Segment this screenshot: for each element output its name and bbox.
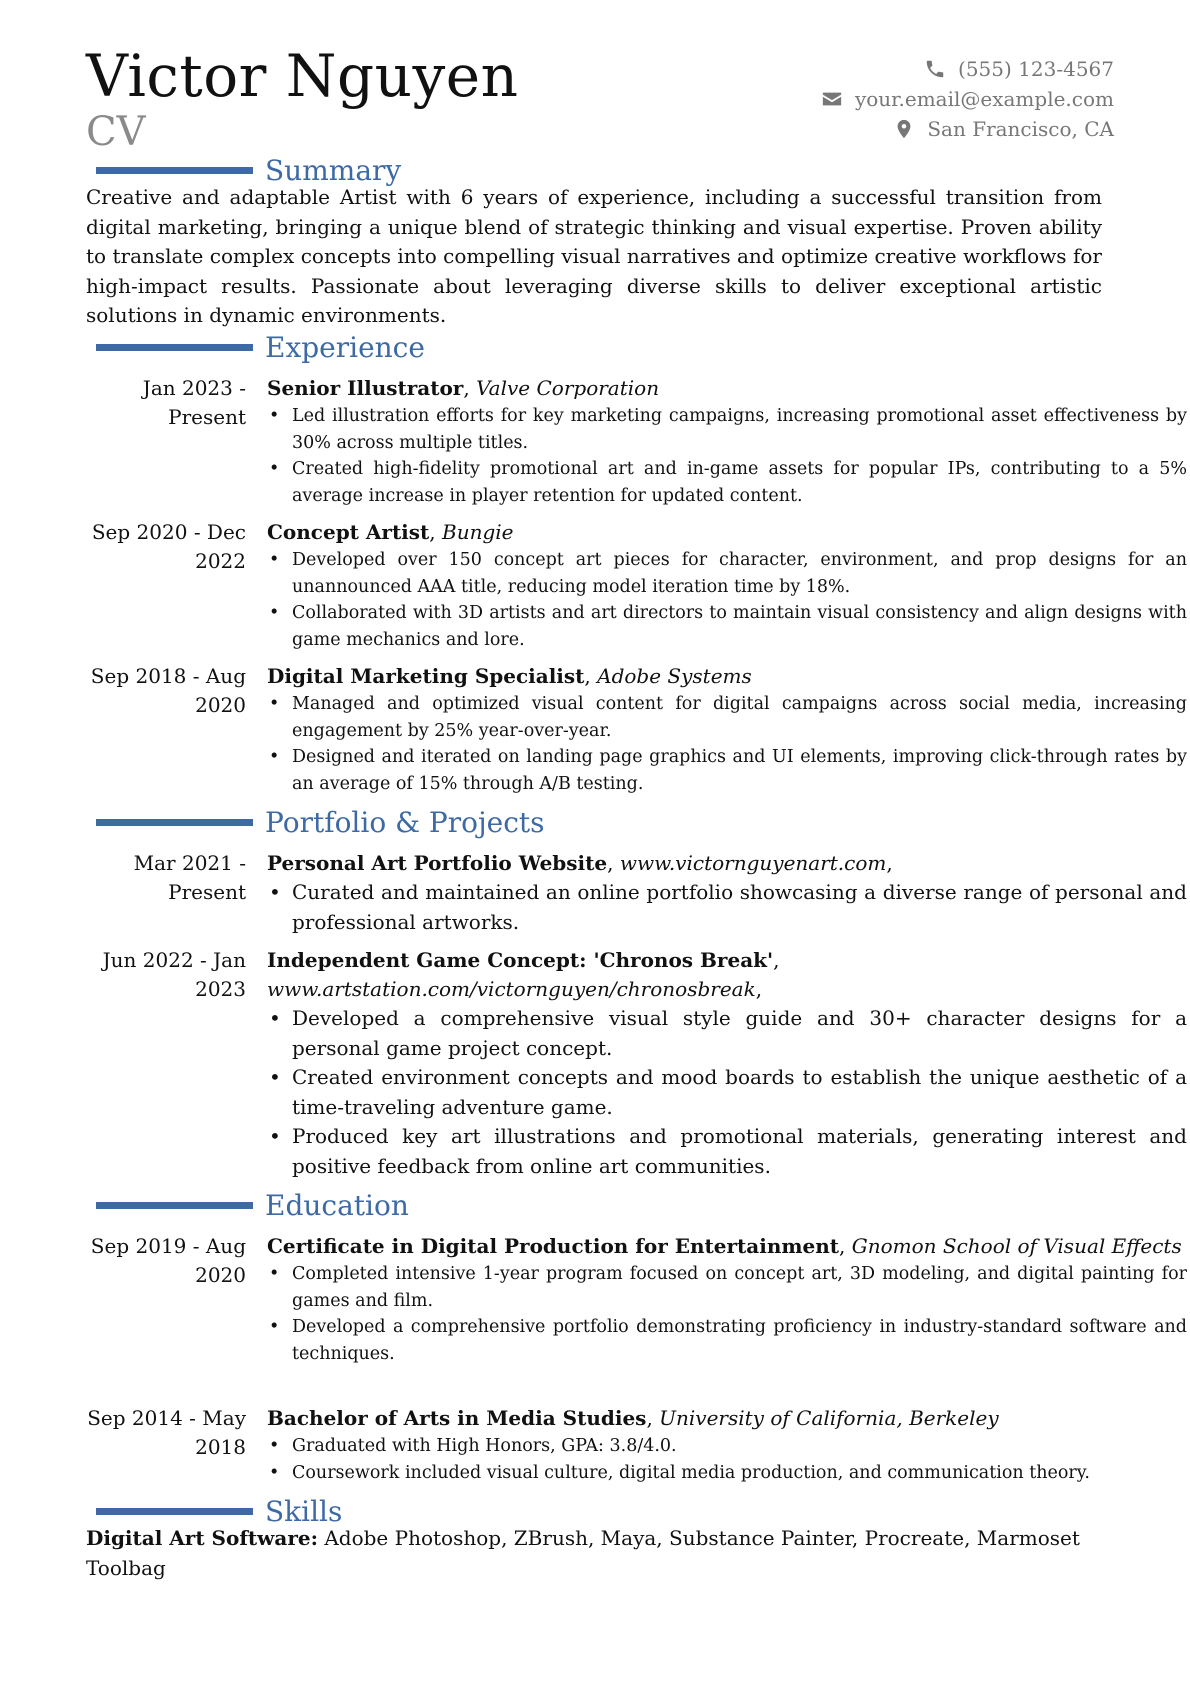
envelope-icon <box>821 88 843 110</box>
entry-date: Sep 2014 - May 2018 <box>87 1406 246 1459</box>
entry-heading: Bachelor of Arts in Media Studies, University of California, Berkeley <box>267 1406 999 1430</box>
entry-bullets <box>267 1261 1187 1367</box>
entry-date: Sep 2020 - Dec 2022 <box>91 520 246 573</box>
section-title: Summary <box>265 153 402 187</box>
section-header-experience <box>96 327 425 367</box>
bullet-item: • Created high-fidelity promotional art and in-game assets for popular IPs, contributing to a 5% average increase in player retention for updated content. <box>267 456 1187 509</box>
entry-bullets <box>267 1433 1187 1486</box>
section-title: Experience <box>265 330 425 364</box>
entry-date: Sep 2019 - Aug 2020 <box>90 1234 246 1287</box>
entry-bullets <box>267 403 1187 509</box>
bullet-item: • Developed a comprehensive visual style guide and 30+ character designs for a personal game project concept. <box>267 1004 1187 1063</box>
section-header-projects <box>96 802 545 842</box>
section-title: Skills <box>265 1494 343 1528</box>
contact-phone[interactable] <box>821 54 1114 84</box>
map-pin-icon <box>893 118 915 140</box>
location-text: San Francisco, CA <box>927 117 1114 141</box>
project-name: Independent Game Concept: 'Chronos Break' <box>267 948 774 972</box>
entry-heading: Digital Marketing Specialist, Adobe Systems <box>267 664 752 688</box>
bullet-item: • Coursework included visual culture, digital media production, and communication theory. <box>267 1460 1187 1487</box>
section-accent-bar <box>96 1508 253 1515</box>
entry-role: Digital Marketing Specialist <box>267 664 585 688</box>
bullet-item: • Designed and iterated on landing page graphics and UI elements, improving click-through rates by an average of 15% through A/B testing. <box>267 744 1187 797</box>
entry-school: University of California, Berkeley <box>659 1406 999 1430</box>
bullet-item: • Developed a comprehensive portfolio demonstrating proficiency in industry-standard software and techniques. <box>267 1314 1187 1367</box>
section-title: Portfolio & Projects <box>265 805 545 839</box>
entry-bullets <box>267 691 1187 797</box>
entry-bullets <box>267 878 1187 937</box>
project-link[interactable]: www.victornguyenart.com <box>619 851 887 875</box>
bullet-item: • Led illustration efforts for key marketing campaigns, increasing promotional asset effectiveness by 30% across multiple titles. <box>267 403 1187 456</box>
entry-heading: Independent Game Concept: 'Chronos Break', www.artstation.com/victornguyen/chronosbreak, <box>267 948 780 1001</box>
bullet-item: • Graduated with High Honors, GPA: 3.8/4.0. <box>267 1433 1187 1460</box>
entry-heading: Certificate in Digital Production for Entertainment, Gnomon School of Visual Effects <box>267 1234 1182 1258</box>
bullet-item: • Collaborated with 3D artists and art directors to maintain visual consistency and align designs with game mechanics and lore. <box>267 600 1187 653</box>
section-title: Education <box>265 1188 409 1222</box>
section-accent-bar <box>96 344 253 351</box>
bullet-item: • Completed intensive 1-year program focused on concept art, 3D modeling, and digital painting for games and film. <box>267 1261 1187 1314</box>
entry-organization: Bungie <box>442 520 514 544</box>
contact-block <box>821 54 1114 144</box>
entry-bullets <box>267 547 1187 653</box>
entry-heading: Senior Illustrator, Valve Corporation <box>267 376 660 400</box>
skills-value: Adobe Photoshop, ZBrush, Maya, Substance Painter, Procreate, Marmoset Toolbag <box>86 1526 1080 1580</box>
contact-email[interactable] <box>821 84 1114 114</box>
entry-date: Jan 2023 - Present <box>142 376 246 429</box>
entry-heading: Personal Art Portfolio Website, www.victornguyenart.com, <box>267 851 893 875</box>
entry-date: Mar 2021 - Present <box>133 851 246 904</box>
skills-label: Digital Art Software: <box>86 1526 318 1550</box>
project-link[interactable]: www.artstation.com/victornguyen/chronosbreak <box>267 977 756 1001</box>
section-accent-bar <box>96 1202 253 1209</box>
phone-text: (555) 123-4567 <box>958 57 1114 81</box>
email-text: your.email@example.com <box>854 87 1114 111</box>
section-accent-bar <box>96 167 253 174</box>
bullet-item: • Curated and maintained an online portfolio showcasing a diverse range of personal and professional artworks. <box>267 878 1187 937</box>
entry-degree: Bachelor of Arts in Media Studies <box>267 1406 647 1430</box>
entry-organization: Valve Corporation <box>476 376 660 400</box>
project-name: Personal Art Portfolio Website <box>267 851 608 875</box>
candidate-name: Victor Nguyen <box>86 42 519 110</box>
entry-role: Concept Artist <box>267 520 430 544</box>
bullet-item: • Developed over 150 concept art pieces for character, environment, and prop designs for an unannounced AAA title, reducing model iteration time by 18%. <box>267 547 1187 600</box>
entry-date: Jun 2022 - Jan 2023 <box>102 948 246 1001</box>
entry-organization: Adobe Systems <box>597 664 752 688</box>
bullet-item: • Produced key art illustrations and promotional materials, generating interest and positive feedback from online art communities. <box>267 1122 1187 1181</box>
entry-degree: Certificate in Digital Production for Entertainment <box>267 1234 840 1258</box>
document-subtitle: CV <box>86 109 146 155</box>
skills-line <box>86 1524 1102 1583</box>
entry-role: Senior Illustrator <box>267 376 464 400</box>
bullet-item: • Managed and optimized visual content for digital campaigns across social media, increasing engagement by 25% year-over-year. <box>267 691 1187 744</box>
summary-text: Creative and adaptable Artist with 6 years of experience, including a successful transition from digital marketing, bringing a unique blend of strategic thinking and visual expertise. Proven ability to translate complex concepts into compelling visual narratives and optimize creative workflows for high-impact results. Passionate about leveraging diverse skills to deliver exceptional artistic solutions in dynamic environments. <box>86 185 1102 327</box>
phone-icon <box>924 58 946 80</box>
entry-bullets <box>267 1004 1187 1181</box>
contact-location <box>821 114 1114 144</box>
bullet-item: • Created environment concepts and mood boards to establish the unique aesthetic of a time-traveling adventure game. <box>267 1063 1187 1122</box>
entry-school: Gnomon School of Visual Effects <box>851 1234 1182 1258</box>
section-accent-bar <box>96 819 253 826</box>
section-header-education <box>96 1185 409 1225</box>
entry-date: Sep 2018 - Aug 2020 <box>90 664 246 717</box>
entry-heading: Concept Artist, Bungie <box>267 520 514 544</box>
